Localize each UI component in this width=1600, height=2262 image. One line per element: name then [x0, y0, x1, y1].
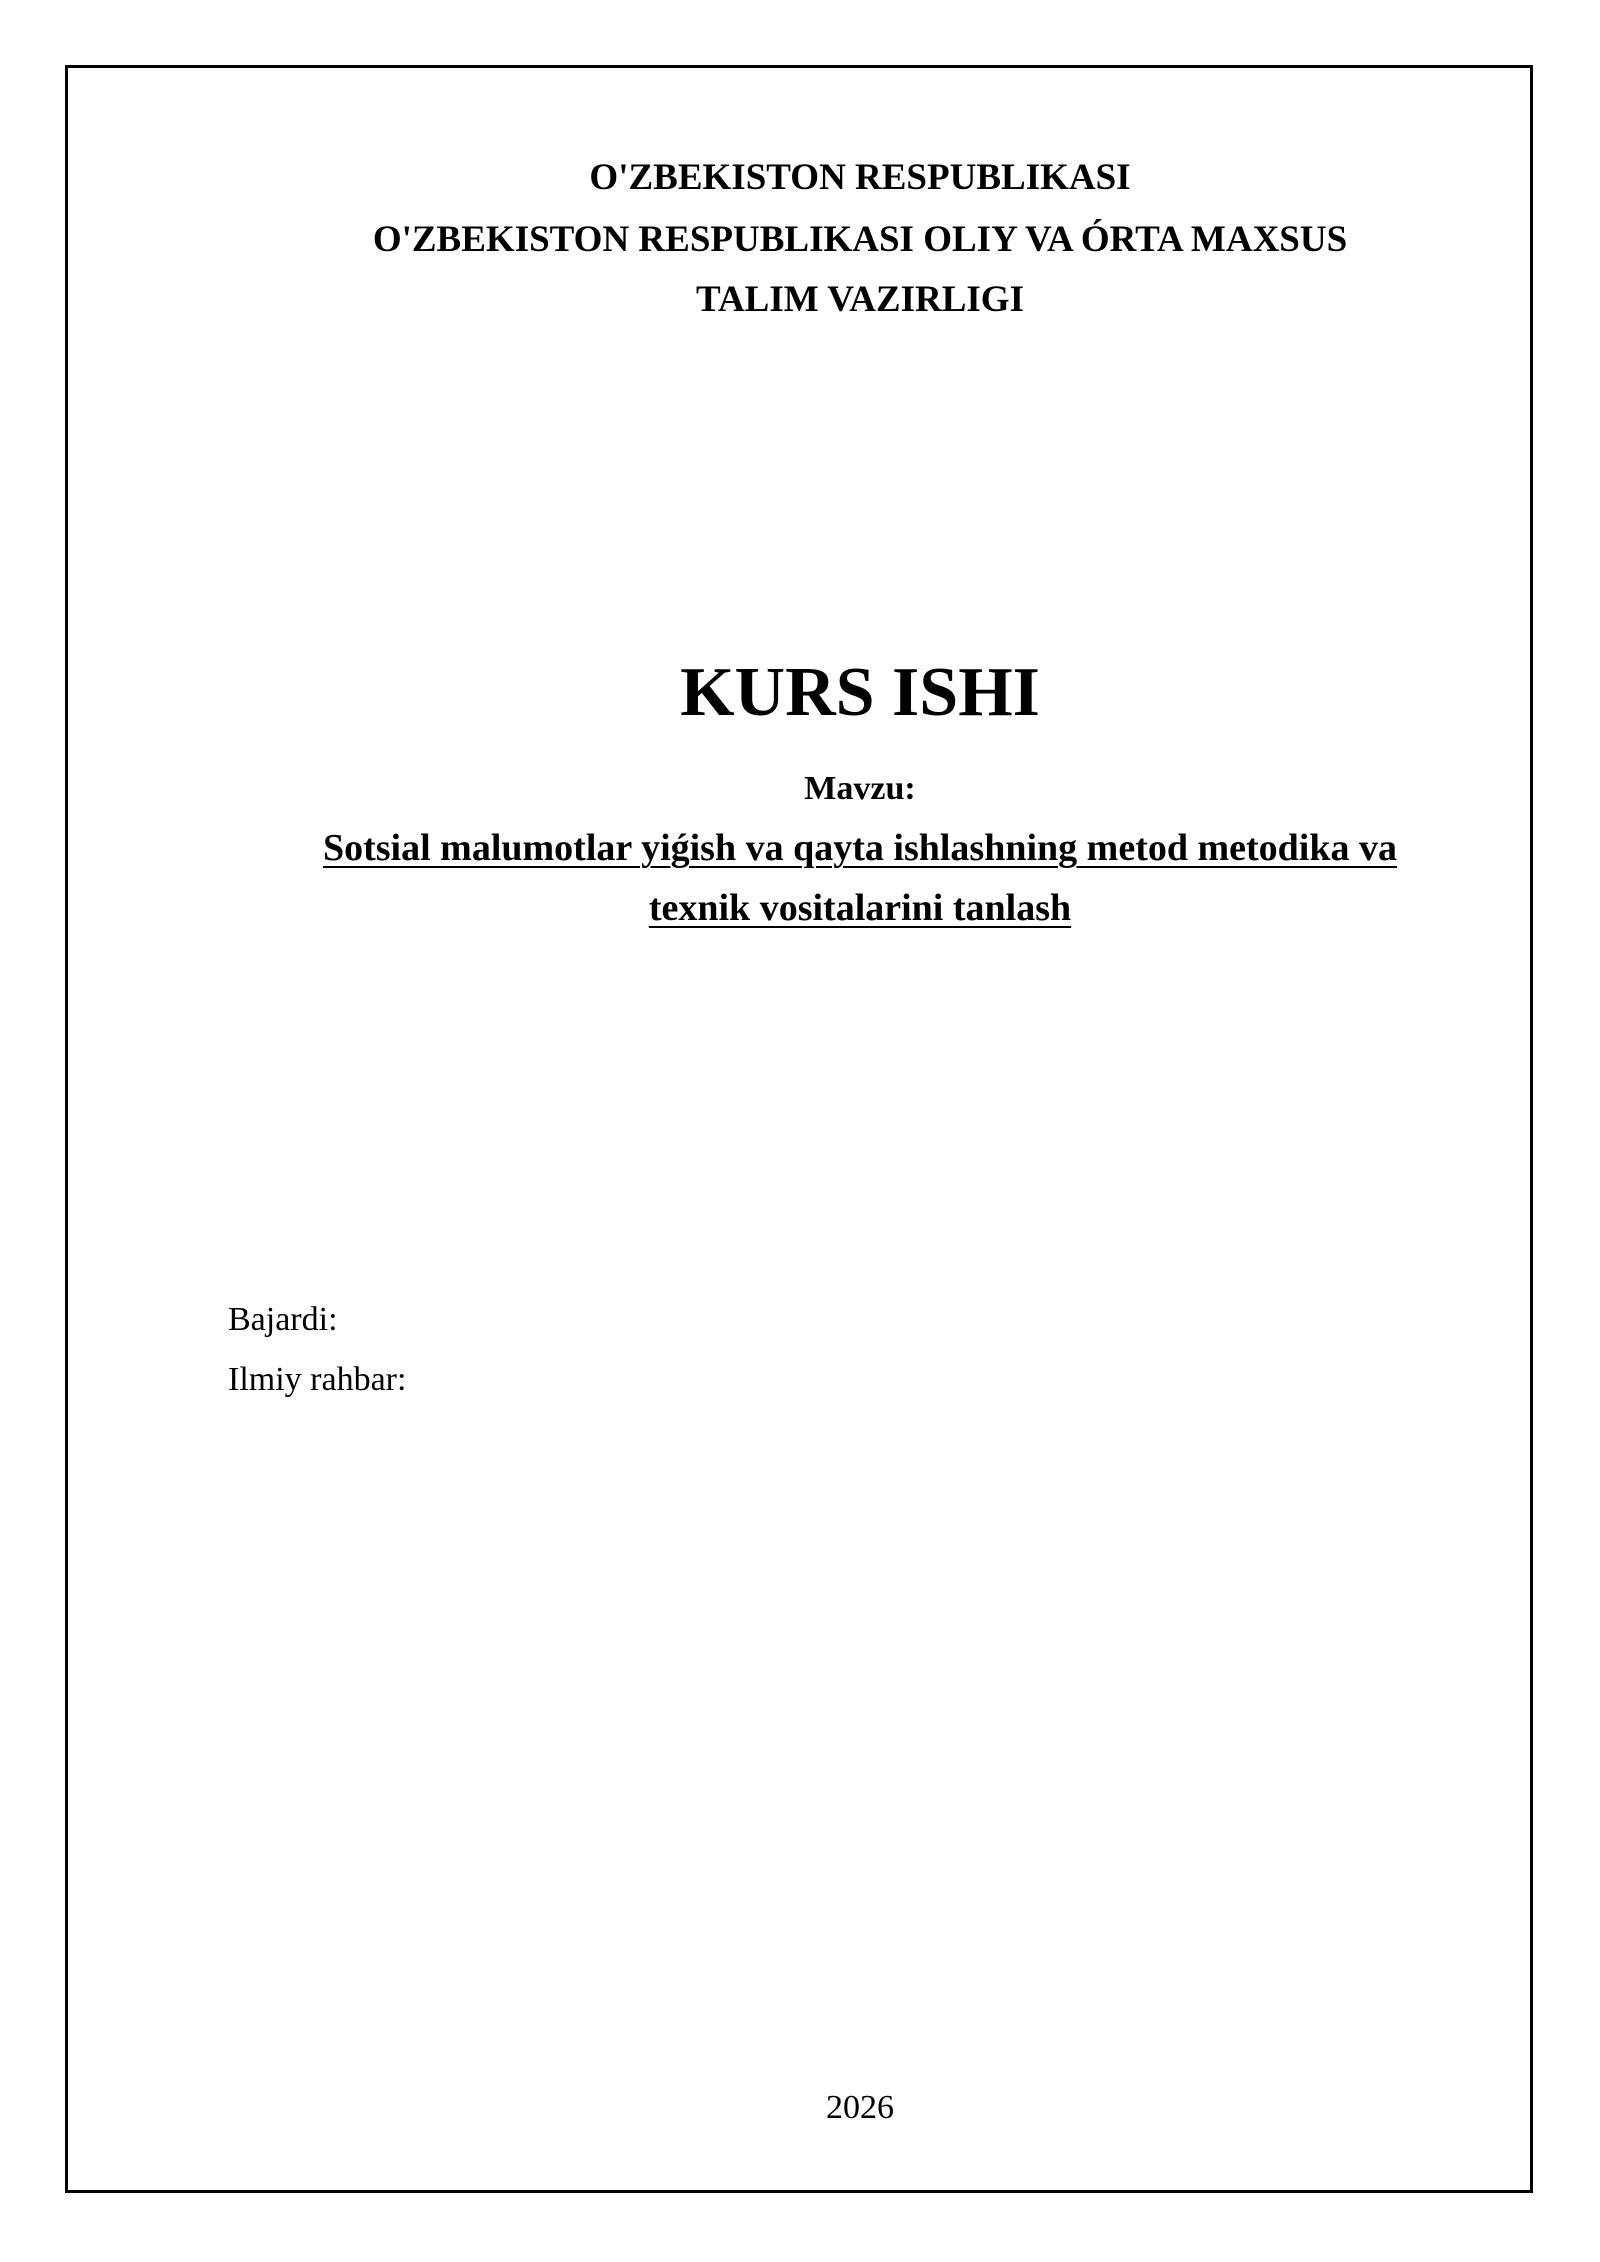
- performer-label: Bajardi:: [228, 1301, 338, 1338]
- supervisor-label: Ilmiy rahbar:: [228, 1361, 407, 1398]
- document-title: KURS ISHI: [680, 654, 1040, 731]
- page-border: [65, 65, 1533, 2193]
- topic-line-2: texnik vositalarini tanlash: [648, 887, 1072, 929]
- header-line-ministry-cont: TALIM VAZIRLIGI: [696, 279, 1024, 320]
- topic-label: Mavzu:: [804, 770, 916, 807]
- topic-text: [200, 818, 1520, 938]
- topic-line-1: Sotsial malumotlar yiǵish va qayta ishlashning metod metodika va: [322, 827, 1397, 869]
- header-line-republic: O'ZBEKISTON RESPUBLIKASI: [589, 157, 1131, 198]
- year: 2026: [826, 2089, 894, 2126]
- header-line-ministry: O'ZBEKISTON RESPUBLIKASI OLIY VA ÓRTA MAXSUS: [372, 219, 1348, 260]
